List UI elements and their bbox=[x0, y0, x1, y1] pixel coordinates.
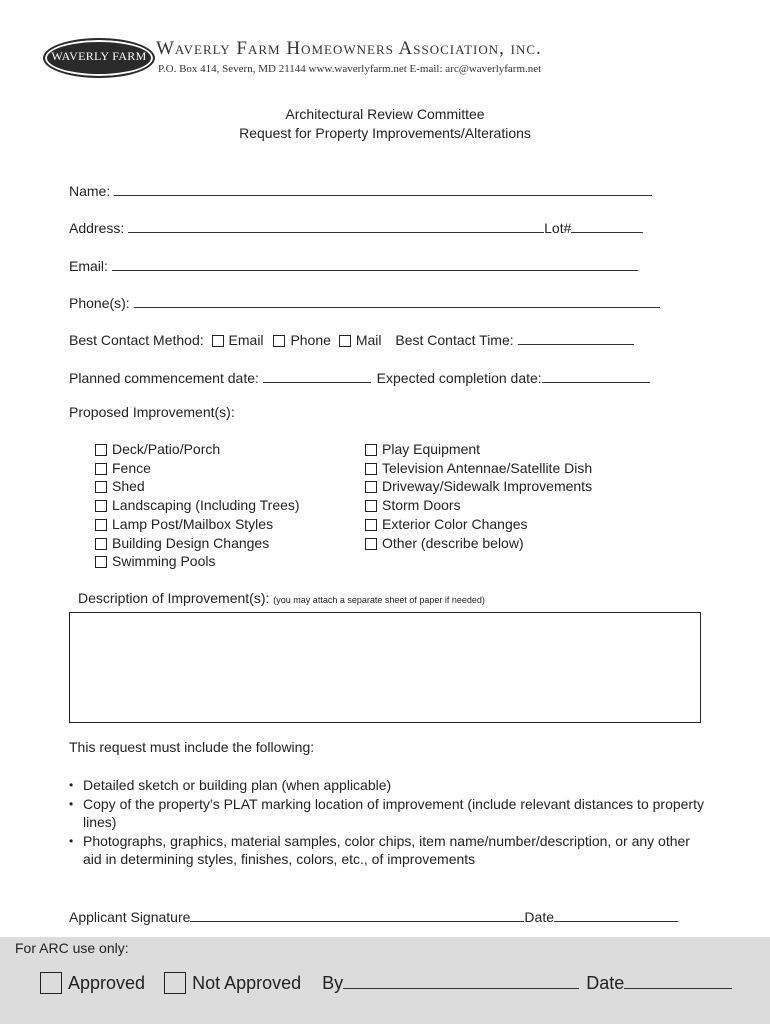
commencement-label: Planned commencement date: bbox=[69, 370, 259, 386]
improvement-option[interactable] bbox=[365, 497, 461, 513]
improvement-label: Building Design Changes bbox=[112, 534, 270, 551]
name-line[interactable] bbox=[114, 181, 652, 196]
improvement-label: Play Equipment bbox=[382, 441, 481, 457]
phones-label: Phone(s): bbox=[69, 295, 130, 311]
lot-line[interactable] bbox=[571, 218, 643, 233]
improvement-label: Shed bbox=[112, 478, 145, 495]
improvement-checkbox[interactable] bbox=[365, 481, 377, 493]
contact-time-label: Best Contact Time: bbox=[395, 332, 514, 348]
requirement-item: • Photographs, graphics, material samples, color chips, item name/number/description, or any other aid in determining styles, finishes, colors, etc., of improvements bbox=[69, 832, 709, 869]
requirement-item: • Copy of the property’s PLAT marking location of improvement (include relevant distances to property lines) bbox=[69, 795, 709, 832]
improvement-checkbox[interactable] bbox=[365, 538, 377, 550]
phones-field[interactable] bbox=[69, 293, 660, 311]
description-label: Description of Improvement(s): bbox=[78, 590, 270, 606]
improvement-option[interactable] bbox=[95, 535, 269, 551]
address-label: Address: bbox=[69, 220, 125, 236]
improvement-option[interactable] bbox=[365, 535, 524, 551]
improvement-option[interactable] bbox=[95, 516, 273, 532]
improvement-checkbox[interactable] bbox=[95, 500, 107, 512]
improvement-label: Exterior Color Changes bbox=[382, 515, 528, 532]
signature-line[interactable] bbox=[190, 907, 524, 922]
name-label: Name: bbox=[69, 183, 111, 199]
form-subtitle: Request for Property Improvements/Alterations bbox=[239, 125, 531, 141]
address-line[interactable] bbox=[128, 218, 544, 233]
dates-row bbox=[69, 368, 650, 386]
improvement-label: Driveway/Sidewalk Improvements bbox=[382, 478, 593, 495]
improvement-option[interactable] bbox=[95, 460, 151, 476]
email-line[interactable] bbox=[112, 256, 638, 271]
org-name: Waverly Farm Homeowners Association, inc. bbox=[156, 38, 542, 59]
not-approved-checkbox[interactable] bbox=[164, 972, 186, 994]
improvement-checkbox[interactable] bbox=[95, 463, 107, 475]
by-line[interactable] bbox=[343, 970, 579, 989]
phones-line[interactable] bbox=[134, 293, 660, 308]
arc-row bbox=[40, 970, 732, 994]
requirements-heading: This request must include the following: bbox=[69, 739, 315, 755]
method-phone-checkbox[interactable] bbox=[273, 335, 285, 347]
commencement-line[interactable] bbox=[263, 368, 371, 383]
improvement-checkbox[interactable] bbox=[95, 481, 107, 493]
improvement-checkbox[interactable] bbox=[95, 556, 107, 568]
improvement-option[interactable] bbox=[365, 478, 592, 494]
contact-method-row bbox=[69, 330, 634, 348]
improvement-option[interactable] bbox=[365, 460, 592, 476]
by-label: By bbox=[322, 973, 344, 993]
signature-date-label: Date bbox=[524, 909, 554, 925]
improvement-checkbox[interactable] bbox=[95, 538, 107, 550]
method-mail-checkbox[interactable] bbox=[339, 335, 351, 347]
arc-date-line[interactable] bbox=[624, 970, 732, 989]
improvement-label: Lamp Post/Mailbox Styles bbox=[112, 515, 274, 532]
requirements-list bbox=[69, 776, 709, 869]
improvement-option[interactable] bbox=[95, 478, 145, 494]
improvement-option[interactable] bbox=[365, 441, 480, 457]
completion-line[interactable] bbox=[542, 368, 650, 383]
improvement-label: Fence bbox=[112, 459, 151, 476]
email-field[interactable] bbox=[69, 256, 638, 274]
improvement-checkbox[interactable] bbox=[365, 463, 377, 475]
approved-checkbox[interactable] bbox=[40, 972, 62, 994]
improvement-label: Deck/Patio/Porch bbox=[112, 441, 221, 457]
address-field[interactable] bbox=[69, 218, 643, 236]
description-label-row bbox=[78, 590, 485, 606]
email-label: Email: bbox=[69, 258, 108, 274]
completion-label: Expected completion date: bbox=[376, 370, 542, 386]
form-title: Architectural Review Committee bbox=[285, 106, 485, 122]
improvement-label: Landscaping (Including Trees) bbox=[112, 497, 300, 514]
signature-date-line[interactable] bbox=[554, 907, 678, 922]
requirement-item: • Detailed sketch or building plan (when applicable) bbox=[69, 776, 709, 795]
improvement-checkbox[interactable] bbox=[365, 444, 377, 456]
improvement-checkbox[interactable] bbox=[95, 519, 107, 531]
logo-text: WAVERLY FARM bbox=[51, 49, 147, 63]
improvement-option[interactable] bbox=[95, 441, 220, 457]
lot-label: Lot# bbox=[544, 220, 572, 236]
improvement-checkbox[interactable] bbox=[365, 500, 377, 512]
improvements-label: Proposed Improvement(s): bbox=[69, 404, 235, 420]
description-box[interactable] bbox=[69, 612, 701, 723]
improvement-label: Television Antennae/Satellite Dish bbox=[382, 459, 593, 476]
improvement-label: Storm Doors bbox=[382, 497, 461, 514]
improvement-label: Swimming Pools bbox=[112, 553, 216, 570]
improvement-option[interactable] bbox=[365, 516, 528, 532]
signature-row bbox=[69, 907, 678, 925]
signature-label: Applicant Signature bbox=[69, 909, 191, 925]
improvement-option[interactable] bbox=[95, 553, 215, 569]
approved-label: Approved bbox=[68, 973, 146, 993]
improvement-checkbox[interactable] bbox=[95, 444, 107, 456]
improvement-checkbox[interactable] bbox=[365, 519, 377, 531]
contact-method-label: Best Contact Method: bbox=[69, 332, 204, 348]
method-email-checkbox[interactable] bbox=[212, 335, 224, 347]
org-contact: P.O. Box 414, Severn, MD 21144 www.waverlyfarm.net E-mail: arc@waverlyfarm.net bbox=[158, 63, 542, 75]
method-phone-label: Phone bbox=[290, 332, 331, 348]
logo bbox=[43, 38, 155, 78]
arc-label: For ARC use only: bbox=[15, 940, 129, 956]
description-note: (you may attach a separate sheet of paper if needed) bbox=[273, 595, 485, 605]
arc-date-label: Date bbox=[586, 973, 625, 993]
not-approved-label: Not Approved bbox=[192, 973, 302, 993]
method-email-label: Email bbox=[228, 332, 264, 348]
name-field[interactable] bbox=[69, 181, 652, 199]
improvement-option[interactable] bbox=[95, 497, 300, 513]
improvement-label: Other (describe below) bbox=[382, 534, 524, 551]
method-mail-label: Mail bbox=[355, 332, 382, 348]
contact-time-line[interactable] bbox=[518, 330, 634, 345]
